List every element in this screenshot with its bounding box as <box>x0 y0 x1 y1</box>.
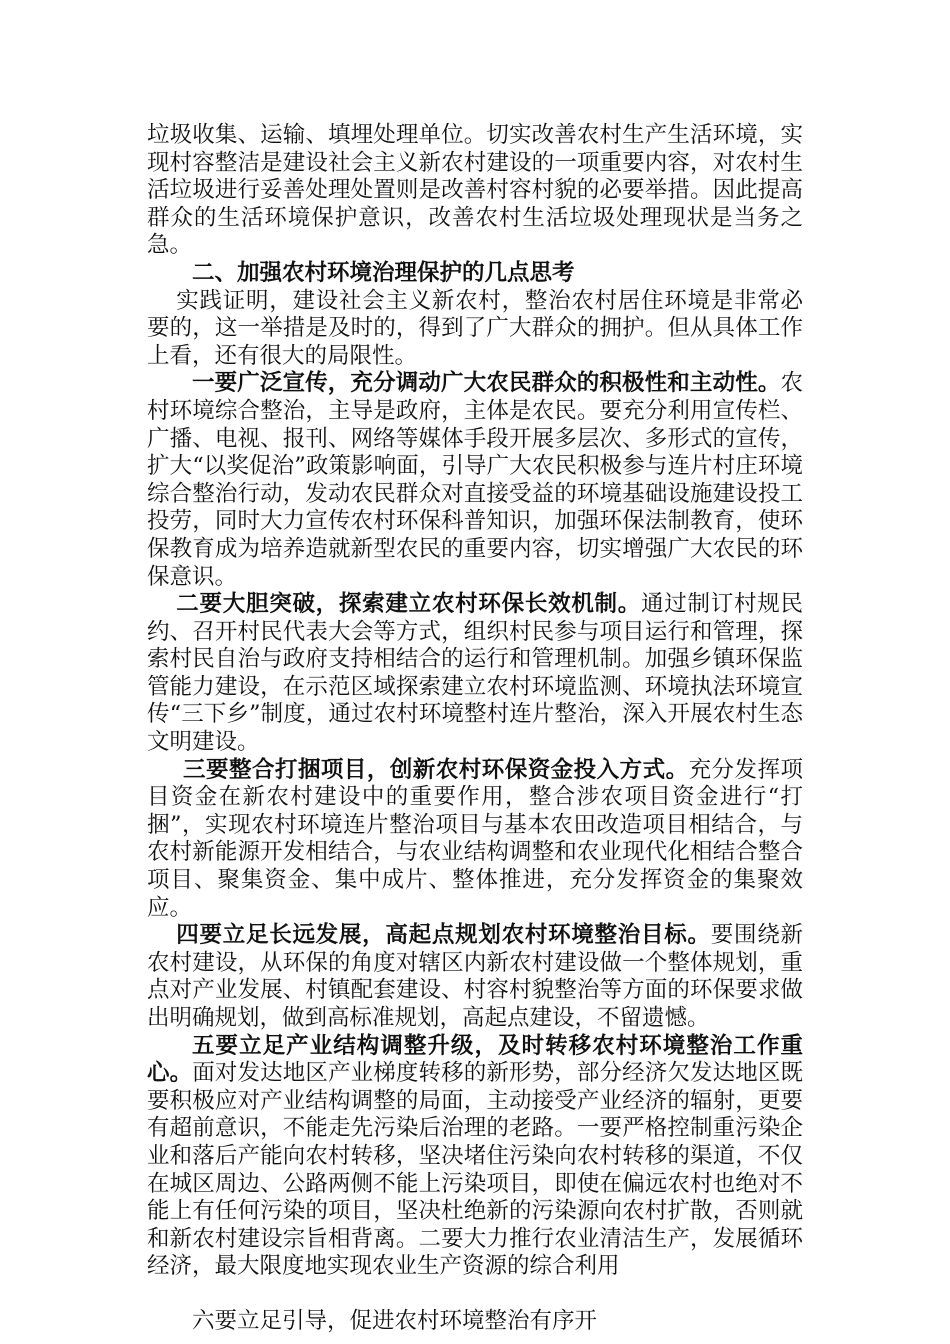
paragraph-practice-proves: 实践证明，建设社会主义新农村，整治农村居住环境是非常必要的，这一举措是及时的，得到了广大群众的拥护。但从具体工作上看，还有很大的局限性。 <box>147 287 803 369</box>
point-two-lead: 二要大胆突破，探索建立农村环保长效机制。 <box>176 591 642 618</box>
point-five-lead: 五要立足产业结构调整升级，及时转移农村环境整治工作重心。 <box>147 1032 803 1087</box>
paragraph-waste-collection: 垃圾收集、运输、填埋处理单位。切实改善农村生产生活环境，实现村容整洁是建设社会主义新农村建设的一项重要内容，对农村生活垃圾进行妥善处理处置则是改善村容村貌的必要举措。因此提高群众的生活环境保护意识，改善农村生活垃圾处理现状是当务之急。 <box>147 122 803 259</box>
point-one-body: 农村环境综合整治，主导是政府，主体是农民。要充分利用宣传栏、广播、电视、报刊、网络等媒体手段开展多层次、多形式的宣传，扩大“以奖促治”政策影响面，引导广大农民积极参与连片村庄环境综合整治行动，发动农民群众对直接受益的环境基础设施建设投工投劳，同时大力宣传农村环保科普知识，加强环保法制教育，使环保教育成为培养造就新型农民的重要内容，切实增强广大农民的环保意识。 <box>147 370 803 590</box>
paragraph-point-three <box>147 757 803 923</box>
point-one-lead: 一要广泛宣传，充分调动广大农民群众的积极性和主动性。 <box>192 370 781 397</box>
point-five-body: 面对发达地区产业梯度转移的新形势，部分经济欠发达地区既要积极应对产业结构调整的局面，主动接受产业经济的辐射，更要有超前意识，不能走先污染后治理的老路。一要严格控制重污染企业和落后产能向农村转移，坚决堵住污染向农村转移的渠道，不仅在城区周边、公路两侧不能上污染项目，即使在偏远农村也绝对不能上有任何污染的项目，坚决杜绝新的污染源向农村扩散，否则就和新农村建设宗旨相背离。二要大力推行农业清洁生产，发展循环经济，最大限度地实现农业生产资源的综合利用 <box>147 1060 803 1280</box>
document-page <box>147 122 803 1336</box>
point-four-body: 要围绕新农村建设，从环保的角度对辖区内新农村建设做一个整体规划，重点对产业发展、村镇配套建设、村容村貌整治等方面的环保要求做出明确规划，做到高标准规划，高起点建设，不留遗憾。 <box>147 922 803 1031</box>
paragraph-point-five <box>147 1033 803 1281</box>
paragraph-point-four <box>147 922 803 1032</box>
paragraph-point-one <box>147 370 803 591</box>
point-four-lead: 四要立足长远发展，高起点规划农村环境整治目标。 <box>176 922 711 949</box>
section-heading: 二、加强农村环境治理保护的几点思考 <box>192 259 575 286</box>
paragraph-point-six: 六要立足引导，促进农村环境整治有序开 <box>192 1307 598 1334</box>
paragraph-point-two <box>147 591 803 757</box>
point-three-body: 充分发挥项目资金在新农村建设中的重要作用，整合涉农项目资金进行“打捆”，实现农村环境连片整治项目与基本农田改造项目相结合，与农村新能源开发相结合，与农业结构调整和农业现代化相结合整合项目、聚集资金、集中成片、整体推进，充分发挥资金的集聚效应。 <box>147 756 803 921</box>
point-three-lead: 三要整合打捆项目，创新农村环保资金投入方式。 <box>183 756 689 783</box>
point-two-body: 通过制订村规民约、召开村民代表大会等方式，组织村民参与项目运行和管理，探索村民自治与政府支持相结合的运行和管理机制。加强乡镇环保监管能力建设，在示范区域探索建立农村环境监测、环境执法环境宣传“三下乡”制度，通过农村环境整村连片整治，深入开展农村生态文明建设。 <box>147 591 803 756</box>
